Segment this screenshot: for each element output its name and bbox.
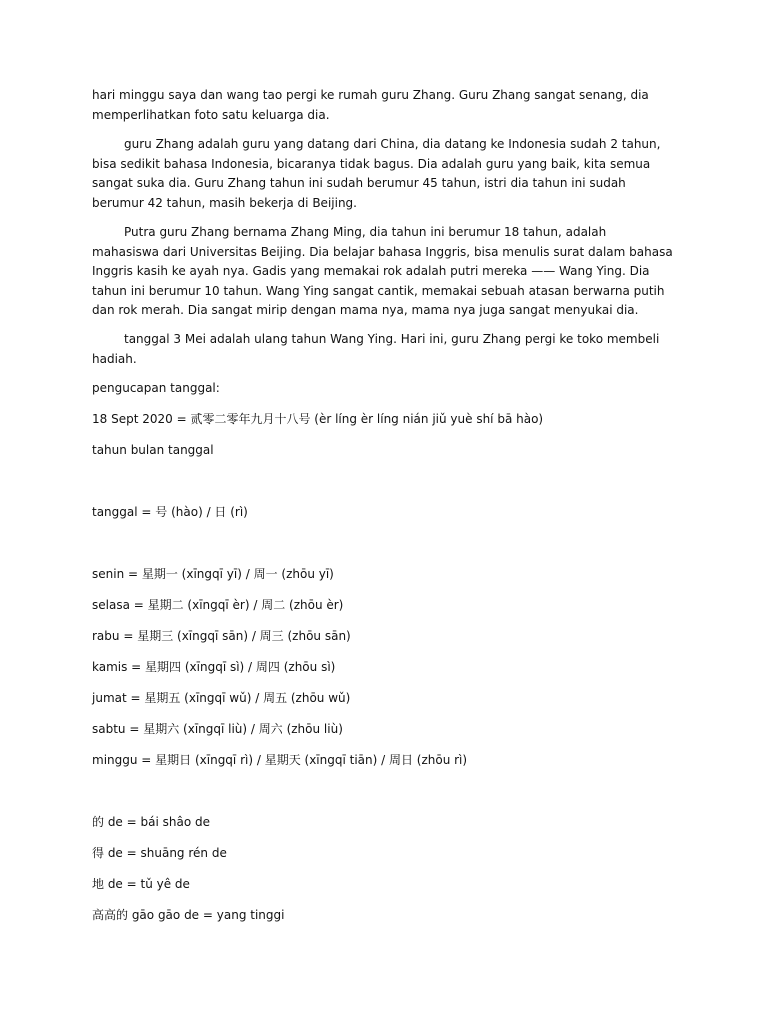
weekday-saturday: sabtu = 星期六 (xīngqī liù) / 周六 (zhōu liù): [92, 722, 343, 736]
paragraph-teacher: guru Zhang adalah guru yang datang dari China, dia datang ke Indonesia sudah 2 tahun, bisa sedikit bahasa Indonesia, bicaranya tidak bagus. Dia adalah guru yang baik, kita semua sangat suka dia. Guru Zhang tahun ini sudah berumur 45 tahun, istri dia tahun ini sudah berumur 42 tahun, masih bekerja di Beijing.: [92, 137, 661, 210]
paragraph-family: Putra guru Zhang bernama Zhang Ming, dia tahun ini berumur 18 tahun, adalah mahasiswa dari Universitas Beijing. Dia belajar bahasa Inggris, bisa menulis surat dalam bahasa Inggris kasih ke ayah nya. Gadis yang memakai rok adalah putri mereka —— Wang Ying. Dia tahun ini berumur 10 tahun. Wang Ying sangat cantik, memakai sebuah atasan berwarna putih dan rok merah. Dia sangat mirip dengan mama nya, mama nya juga sangat menyukai dia.: [92, 225, 673, 317]
example-gao-gao-de: 高高的 gāo gāo de = yang tinggi: [92, 908, 285, 922]
particle-de-white: 的 de = bái shâo de: [92, 815, 210, 829]
heading-date-pronunciation: pengucapan tanggal:: [92, 381, 220, 395]
weekday-tuesday: selasa = 星期二 (xīngqī èr) / 周二 (zhōu èr): [92, 598, 344, 612]
date-word: tanggal = 号 (hào) / 日 (rì): [92, 505, 248, 519]
date-example: 18 Sept 2020 = 贰零二零年九月十八号 (èr líng èr líng nián jiǔ yuè shí bā hào): [92, 412, 544, 426]
weekday-monday: senin = 星期一 (xīngqī yī) / 周一 (zhōu yī): [92, 567, 334, 581]
weekday-wednesday: rabu = 星期三 (xīngqī sān) / 周三 (zhōu sān): [92, 629, 351, 643]
particle-de-earth: 地 de = tǔ yê de: [92, 877, 190, 891]
weekday-friday: jumat = 星期五 (xīngqī wǔ) / 周五 (zhōu wǔ): [92, 691, 351, 705]
particle-de-double-person: 得 de = shuāng rén de: [92, 846, 227, 860]
paragraph-birthday: tanggal 3 Mei adalah ulang tahun Wang Ying. Hari ini, guru Zhang pergi ke toko membeli hadiah.: [92, 332, 660, 366]
paragraph-intro: hari minggu saya dan wang tao pergi ke rumah guru Zhang. Guru Zhang sangat senang, dia memperlihatkan foto satu keluarga dia.: [92, 88, 649, 122]
weekday-thursday: kamis = 星期四 (xīngqī sì) / 周四 (zhōu sì): [92, 660, 336, 674]
weekday-sunday: minggu = 星期日 (xīngqī rì) / 星期天 (xīngqī tiān) / 周日 (zhōu rì): [92, 753, 468, 767]
date-order-note: tahun bulan tanggal: [92, 443, 214, 457]
